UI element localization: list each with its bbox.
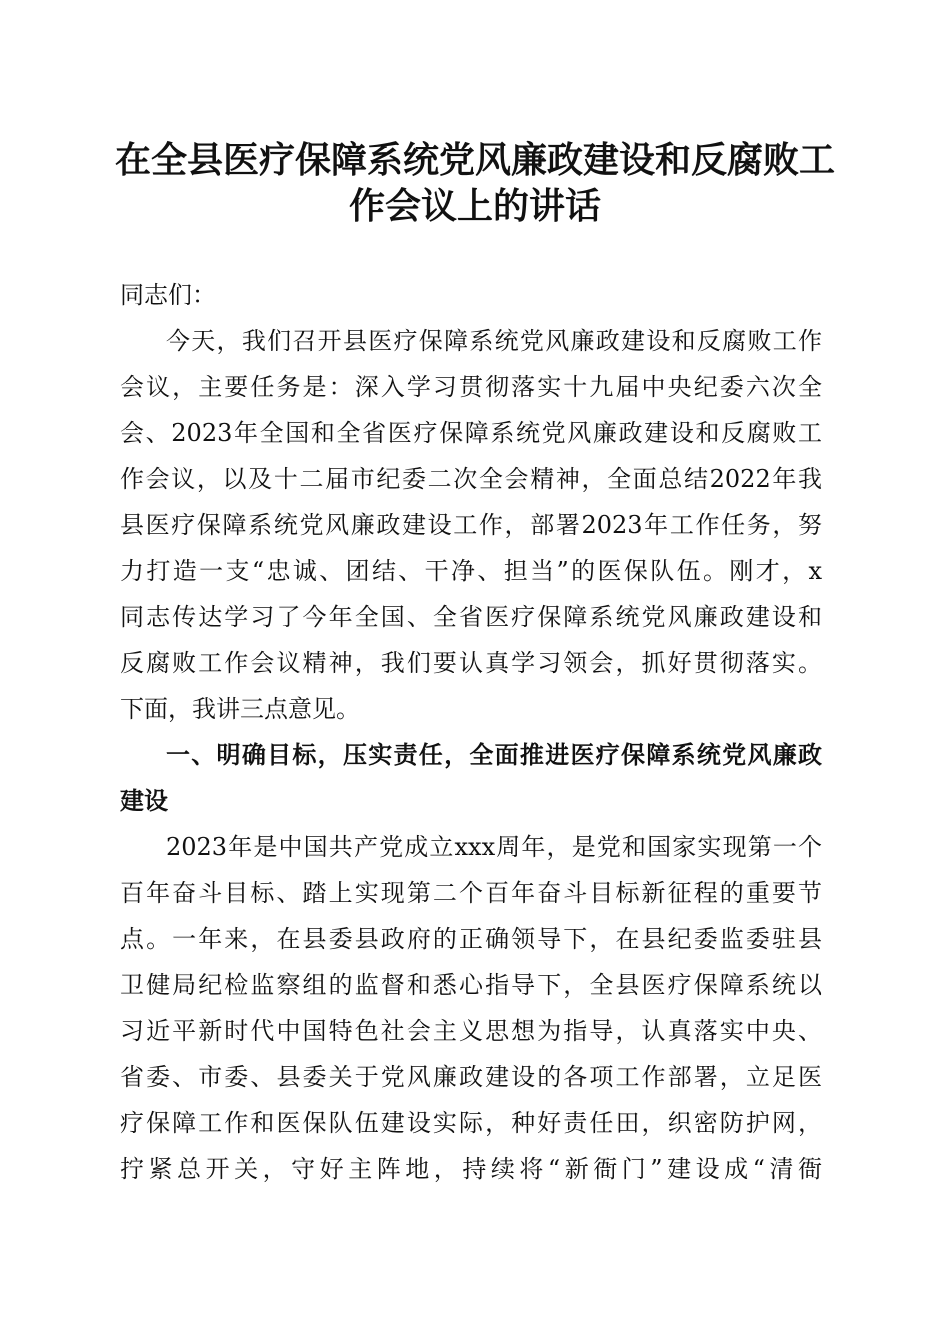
paragraph-1-line: 力打造一支“忠诚、团结、干净、担当”的医保队伍。刚才，x xyxy=(120,557,822,585)
paragraph-2-line: 疗保障工作和医保队伍建设实际，种好责任田，织密防护网， xyxy=(120,1109,822,1137)
document-title-line-2: 作会议上的讲话 xyxy=(348,185,601,227)
section-heading-1: 建设 xyxy=(120,787,168,815)
paragraph-2-line: 点。一年来，在县委县政府的正确领导下，在县纪委监委驻县 xyxy=(120,925,822,953)
paragraph-2-line: 百年奋斗目标、踏上实现第二个百年奋斗目标新征程的重要节 xyxy=(120,879,822,907)
paragraph-1-line: 作会议，以及十二届市纪委二次全会精神，全面总结2022年我 xyxy=(120,465,822,493)
paragraph-2-line: 省委、市委、县委关于党风廉政建设的各项工作部署，立足医 xyxy=(120,1063,822,1091)
paragraph-1-line: 会议，主要任务是：深入学习贯彻落实十九届中央纪委六次全 xyxy=(120,373,822,401)
section-heading-1: 一、明确目标，压实责任，全面推进医疗保障系统党风廉政 xyxy=(166,741,822,769)
paragraph-1-line: 反腐败工作会议精神，我们要认真学习领会，抓好贯彻落实。 xyxy=(120,649,822,677)
paragraph-2-line: 2023年是中国共产党成立xxx周年，是党和国家实现第一个 xyxy=(166,833,822,861)
paragraph-2-line: 卫健局纪检监察组的监督和悉心指导下，全县医疗保障系统以 xyxy=(120,971,822,999)
paragraph-1-line: 今天，我们召开县医疗保障系统党风廉政建设和反腐败工作 xyxy=(166,327,822,355)
paragraph-1-line: 下面，我讲三点意见。 xyxy=(120,695,360,723)
salutation: 同志们： xyxy=(120,281,216,309)
paragraph-1-line: 同志传达学习了今年全国、全省医疗保障系统党风廉政建设和 xyxy=(120,603,822,631)
paragraph-1-line: 会、2023年全国和全省医疗保障系统党风廉政建设和反腐败工 xyxy=(120,419,822,447)
paragraph-2-line: 拧紧总开关，守好主阵地，持续将“新衙门”建设成“清衙 xyxy=(120,1155,822,1183)
paragraph-2-line: 习近平新时代中国特色社会主义思想为指导，认真落实中央、 xyxy=(120,1017,822,1045)
paragraph-1-line: 县医疗保障系统党风廉政建设工作，部署2023年工作任务，努 xyxy=(120,511,822,539)
document-title-line-1: 在全县医疗保障系统党风廉政建设和反腐败工 xyxy=(114,139,835,181)
